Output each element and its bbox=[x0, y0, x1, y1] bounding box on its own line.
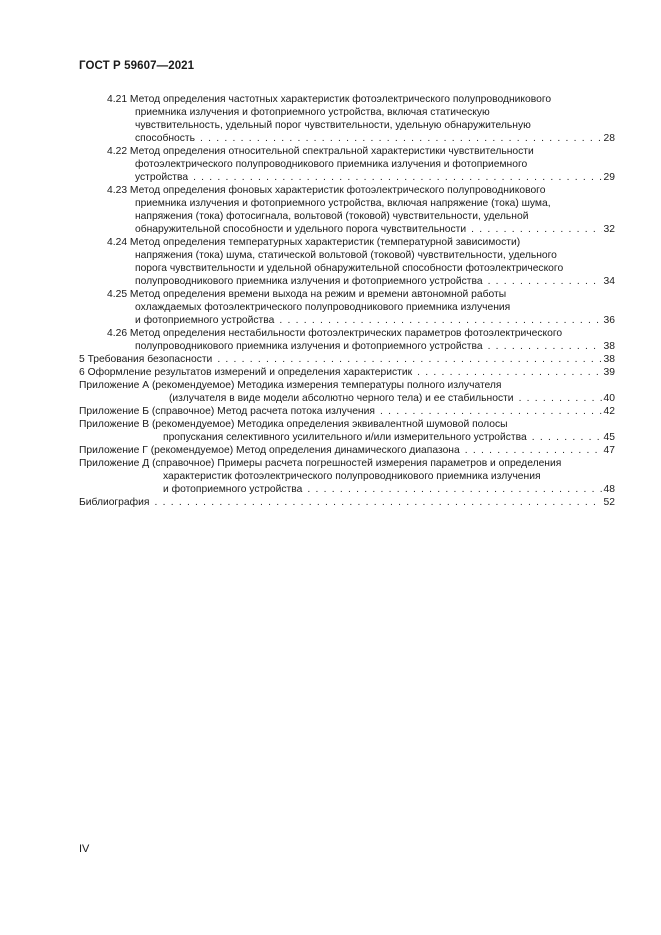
toc-entry-line bbox=[79, 314, 615, 327]
toc-entry-text: приемника излучения и фотоприемного устройства, включая статическую bbox=[135, 107, 490, 118]
toc-entry-text: 4.24 Метод определения температурных характеристик (температурной зависимости) bbox=[107, 237, 521, 248]
toc-page-number: 47 bbox=[603, 445, 615, 456]
toc-entry-line bbox=[79, 405, 615, 418]
dot-leader bbox=[279, 314, 601, 327]
toc-entry-line bbox=[79, 470, 615, 483]
toc-page-number: 45 bbox=[603, 432, 615, 443]
toc-entry[interactable] bbox=[79, 184, 615, 236]
toc-page-number: 39 bbox=[603, 367, 615, 378]
toc-entry[interactable] bbox=[79, 366, 615, 379]
toc-page-number: 48 bbox=[603, 484, 615, 495]
toc-entry-line bbox=[79, 275, 615, 288]
toc-entry-line bbox=[79, 418, 615, 431]
dot-leader bbox=[307, 483, 601, 496]
toc-entry[interactable] bbox=[79, 353, 615, 366]
toc-entry-line bbox=[79, 197, 615, 210]
toc-entry[interactable] bbox=[79, 145, 615, 184]
dot-leader bbox=[471, 223, 601, 236]
toc-entry-text: 4.23 Метод определения фоновых характеристик фотоэлектрического полупроводникового bbox=[107, 185, 546, 196]
toc-entry-text: и фотоприемного устройства bbox=[163, 484, 303, 495]
toc-entry-text: полупроводникового приемника излучения и фотоприемного устройства bbox=[135, 276, 483, 287]
toc-page-number: 38 bbox=[603, 354, 615, 365]
toc-entry-line bbox=[79, 119, 615, 132]
toc-entry-text: напряжения (тока) фотосигнала, вольтовой (токовой) чувствительности, удельной bbox=[135, 211, 529, 222]
toc-entry[interactable] bbox=[79, 496, 615, 509]
toc-entry-line bbox=[79, 93, 615, 106]
toc-entry-text: охлаждаемых фотоэлектрического полупроводникового приемника излучения bbox=[135, 302, 511, 313]
toc-entry-text: способность bbox=[135, 133, 195, 144]
toc-entry-line bbox=[79, 444, 615, 457]
dot-leader bbox=[217, 353, 601, 366]
toc-entry[interactable] bbox=[79, 327, 615, 353]
toc-entry-text: чувствительность, удельный порог чувствительности, удельную обнаружительную bbox=[135, 120, 531, 131]
toc-entry-line bbox=[79, 457, 615, 470]
toc-entry-line bbox=[79, 132, 615, 145]
toc-page-number: 38 bbox=[603, 341, 615, 352]
toc-entry-text: Приложение В (рекомендуемое) Методика определения эквивалентной шумовой полосы bbox=[79, 419, 508, 430]
dot-leader bbox=[200, 132, 602, 145]
toc-entry-text: Приложение Д (справочное) Примеры расчета погрешностей измерения параметров и определения bbox=[79, 458, 562, 469]
document-header: ГОСТ Р 59607—2021 bbox=[79, 60, 195, 72]
toc-entry-text: порога чувствительности и удельной обнаружительной способности фотоэлектрического bbox=[135, 263, 564, 274]
table-of-contents bbox=[79, 93, 615, 509]
toc-entry-text: Приложение Г (рекомендуемое) Метод определения динамического диапазона bbox=[79, 445, 460, 456]
dot-leader bbox=[193, 171, 601, 184]
toc-page-number: 36 bbox=[603, 315, 615, 326]
toc-entry-text: 4.26 Метод определения нестабильности фотоэлектрических параметров фотоэлектрического bbox=[107, 328, 563, 339]
toc-entry[interactable] bbox=[79, 444, 615, 457]
dot-leader bbox=[154, 496, 601, 509]
toc-entry-text: полупроводникового приемника излучения и фотоприемного устройства bbox=[135, 341, 483, 352]
dot-leader bbox=[488, 340, 602, 353]
toc-entry-line bbox=[79, 483, 615, 496]
toc-entry-text: 4.21 Метод определения частотных характеристик фотоэлектрического полупроводникового bbox=[107, 94, 552, 105]
toc-entry[interactable] bbox=[79, 93, 615, 145]
toc-entry-text: характеристик фотоэлектрического полупроводникового приемника излучения bbox=[163, 471, 541, 482]
toc-entry-text: устройства bbox=[135, 172, 189, 183]
toc-entry-text: Приложение Б (справочное) Метод расчета потока излучения bbox=[79, 406, 375, 417]
toc-entry-line bbox=[79, 171, 615, 184]
toc-entry-line bbox=[79, 145, 615, 158]
toc-entry[interactable] bbox=[79, 405, 615, 418]
toc-entry-text: 5 Требования безопасности bbox=[79, 354, 213, 365]
toc-entry[interactable] bbox=[79, 236, 615, 288]
toc-entry-line bbox=[79, 184, 615, 197]
toc-entry-text: обнаружительной способности и удельного порога чувствительности bbox=[135, 224, 467, 235]
toc-page-number: 52 bbox=[603, 497, 615, 508]
dot-leader bbox=[519, 392, 602, 405]
dot-leader bbox=[417, 366, 601, 379]
dot-leader bbox=[380, 405, 602, 418]
toc-entry-line bbox=[79, 301, 615, 314]
toc-entry-text: (излучателя в виде модели абсолютно черного тела) и ее стабильности bbox=[169, 393, 514, 404]
toc-page-number: 29 bbox=[603, 172, 615, 183]
toc-entry-text: пропускания селективного усилительного и/или измерительного устройства bbox=[163, 432, 527, 443]
toc-entry-line bbox=[79, 431, 615, 444]
toc-entry[interactable] bbox=[79, 457, 615, 496]
toc-entry-line bbox=[79, 223, 615, 236]
toc-entry-line bbox=[79, 288, 615, 301]
toc-entry-text: приемника излучения и фотоприемного устройства, включая напряжение (тока) шума, bbox=[135, 198, 551, 209]
dot-leader bbox=[488, 275, 602, 288]
toc-entry[interactable] bbox=[79, 379, 615, 405]
toc-entry[interactable] bbox=[79, 418, 615, 444]
toc-entry[interactable] bbox=[79, 288, 615, 327]
toc-entry-text: и фотоприемного устройства bbox=[135, 315, 275, 326]
toc-entry-text: 6 Оформление результатов измерений и определения характеристик bbox=[79, 367, 413, 378]
toc-entry-line bbox=[79, 249, 615, 262]
toc-entry-line bbox=[79, 262, 615, 275]
toc-page-number: 28 bbox=[603, 133, 615, 144]
dot-leader bbox=[532, 431, 602, 444]
toc-entry-line bbox=[79, 496, 615, 509]
toc-entry-line bbox=[79, 340, 615, 353]
toc-page-number: 34 bbox=[603, 276, 615, 287]
toc-entry-text: Библиография bbox=[79, 497, 150, 508]
toc-entry-line bbox=[79, 327, 615, 340]
toc-entry-line bbox=[79, 210, 615, 223]
toc-entry-line bbox=[79, 392, 615, 405]
toc-page-number: 40 bbox=[603, 393, 615, 404]
toc-entry-line bbox=[79, 236, 615, 249]
page-number: IV bbox=[79, 843, 90, 855]
toc-entry-line bbox=[79, 353, 615, 366]
toc-entry-line bbox=[79, 379, 615, 392]
toc-entry-line bbox=[79, 158, 615, 171]
toc-entry-text: 4.25 Метод определения времени выхода на режим и времени автономной работы bbox=[107, 289, 507, 300]
dot-leader bbox=[465, 444, 602, 457]
toc-entry-text: напряжения (тока) шума, статической вольтовой (токовой) чувствительности, удельного bbox=[135, 250, 557, 261]
toc-entry-line bbox=[79, 366, 615, 379]
toc-entry-text: 4.22 Метод определения относительной спектральной характеристики чувствительности bbox=[107, 146, 534, 157]
toc-entry-line bbox=[79, 106, 615, 119]
toc-entry-text: фотоэлектрического полупроводникового приемника излучения и фотоприемного bbox=[135, 159, 528, 170]
toc-page-number: 32 bbox=[603, 224, 615, 235]
toc-page-number: 42 bbox=[603, 406, 615, 417]
toc-entry-text: Приложение А (рекомендуемое) Методика измерения температуры полного излучателя bbox=[79, 380, 502, 391]
